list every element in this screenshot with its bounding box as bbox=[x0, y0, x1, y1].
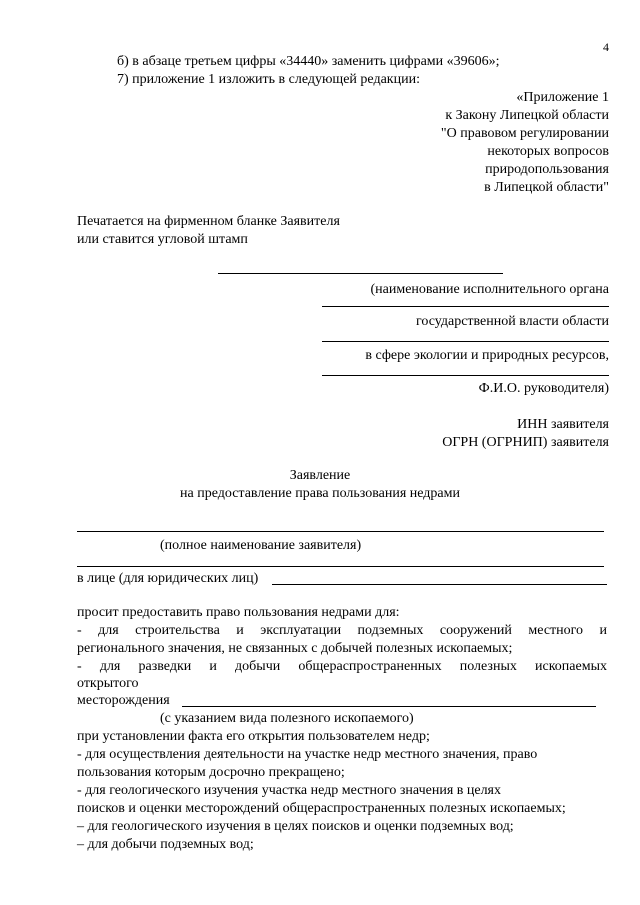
purpose-line: пользования которым досрочно прекращено; bbox=[77, 765, 345, 780]
appendix-header-line: «Приложение 1 bbox=[516, 90, 609, 105]
organ-label: (наименование исполнительного органа bbox=[370, 282, 609, 297]
applicant-name-blank-line bbox=[77, 531, 604, 532]
appendix-header-line: в Липецкой области" bbox=[484, 180, 609, 195]
document-title: Заявление bbox=[289, 468, 351, 483]
head-blank-line bbox=[322, 375, 609, 376]
applicant-name-blank-line-2 bbox=[77, 566, 604, 567]
purpose-line: – для геологического изучения в целях поисков и оценки подземных вод; bbox=[77, 819, 514, 834]
document-subtitle: на предоставление права пользования недрами bbox=[180, 486, 460, 501]
organ-blank-line bbox=[218, 273, 503, 274]
appendix-header-line: некоторых вопросов bbox=[487, 144, 609, 159]
purpose-line: – для добычи подземных вод; bbox=[77, 837, 254, 852]
purpose-line: - для разведки и добычи общераспространенных полезных ископаемых bbox=[77, 659, 607, 674]
deposit-hint: (с указанием вида полезного ископаемого) bbox=[160, 711, 414, 726]
sphere-label: в сфере экологии и природных ресурсов, bbox=[365, 348, 609, 363]
deposit-blank-line bbox=[182, 706, 596, 707]
purpose-line: при установлении факта его открытия пользователем недр; bbox=[77, 729, 430, 744]
letterhead-note-line: или ставится угловой штамп bbox=[77, 232, 248, 247]
ogrn-label: ОГРН (ОГРНИП) заявителя bbox=[442, 435, 609, 450]
amendment-item-7: 7) приложение 1 изложить в следующей редакции: bbox=[117, 72, 420, 87]
represented-by-label: в лице (для юридических лиц) bbox=[77, 571, 259, 586]
letterhead-note-line: Печатается на фирменном бланке Заявителя bbox=[77, 214, 340, 229]
head-label: Ф.И.О. руководителя) bbox=[478, 381, 609, 396]
purpose-line: - для осуществления деятельности на участке недр местного значения, право bbox=[77, 747, 538, 762]
purpose-line: регионального значения, не связанных с добычей полезных ископаемых; bbox=[77, 641, 513, 656]
inn-label: ИНН заявителя bbox=[517, 417, 609, 432]
purpose-line: - для геологического изучения участка недр местного значения в целях bbox=[77, 783, 501, 798]
request-intro: просит предоставить право пользования недрами для: bbox=[77, 605, 400, 620]
purpose-line: открытого bbox=[77, 676, 139, 691]
power-blank-line bbox=[322, 306, 609, 307]
amendment-item-b: б) в абзаце третьем цифры «34440» заменить цифрами «39606»; bbox=[117, 54, 500, 69]
appendix-header-line: "О правовом регулировании bbox=[440, 126, 609, 141]
represented-by-blank-line bbox=[272, 584, 607, 585]
sphere-blank-line bbox=[322, 341, 609, 342]
page-number: 4 bbox=[603, 40, 609, 54]
purpose-line: поисков и оценки месторождений общераспространенных полезных ископаемых; bbox=[77, 801, 566, 816]
power-label: государственной власти области bbox=[415, 314, 609, 329]
appendix-header-line: природопользования bbox=[485, 162, 609, 177]
applicant-name-label: (полное наименование заявителя) bbox=[160, 538, 362, 553]
deposit-label: месторождения bbox=[77, 693, 170, 708]
purpose-line: - для строительства и эксплуатации подземных сооружений местного и bbox=[77, 623, 607, 638]
appendix-header-line: к Закону Липецкой области bbox=[445, 108, 609, 123]
